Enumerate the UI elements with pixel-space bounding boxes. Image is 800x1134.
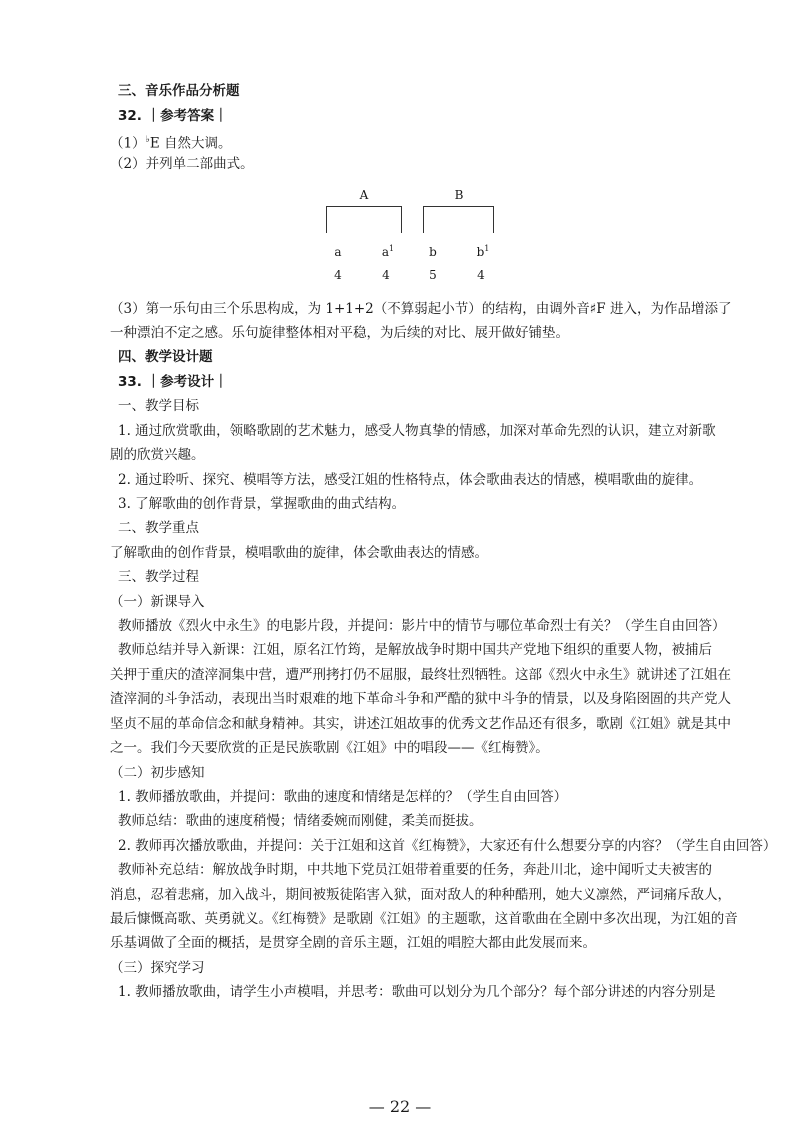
answer-2: （2）并列单二部曲式。	[110, 156, 254, 172]
part-2-line-1: 1. 教师播放歌曲，并提问：歌曲的速度和情绪是怎样的？（学生自由回答）	[118, 789, 568, 805]
key-points-heading: 二、教学重点	[118, 520, 199, 536]
part-2-line-5: 消息，忍着悲痛，加入战斗，期间被叛徒陷害入狱，面对敌人的种种酷刑，她大义凛然，严词痛斥敌人，	[110, 887, 731, 903]
part-a-label: A	[359, 188, 369, 202]
part-2-line-2: 教师总结：歌曲的速度稍慢；情绪委婉而刚健，柔美而挺拔。	[118, 813, 483, 829]
part-1-line-6: 之一。我们今天要欣赏的正是民族歌剧《江姐》中的唱段——《红梅赞》。	[110, 740, 549, 756]
answer-3-line-2: 一种漂泊不定之感。乐句旋律整体相对平稳，为后续的对比、展开做好铺垫。	[110, 325, 569, 341]
part-2-line-6: 最后慷慨高歌、英勇就义。《红梅赞》是歌剧《江姐》的主题歌，这首歌曲在全剧中多次出现，为江姐的音	[110, 911, 738, 927]
answer-1	[110, 131, 232, 153]
section-heading-teaching-design: 四、教学设计题	[118, 349, 213, 365]
question-32-label: 32. ｜参考答案｜	[118, 108, 228, 124]
answer-3-line-1: （3）第一乐句由三个乐思构成，为 1+1+2（不算弱起小节）的结构，由调外音♯F 进入，为作品增添了	[110, 301, 732, 317]
bars-b1: 4	[477, 268, 485, 282]
page-number: — 22 —	[368, 1097, 432, 1116]
part-2-line-3: 2. 教师再次播放歌曲，并提问：关于江姐和这首《红梅赞》，大家还有什么想要分享的内容？（学生自由回答）	[118, 838, 777, 854]
part-3-line-1: 1. 教师播放歌曲，请学生小声模唱，并思考：歌曲可以划分为几个部分？每个部分讲述的内容分别是	[118, 984, 716, 1000]
bars-a1: 4	[382, 268, 390, 282]
objective-1-line-1: 1. 通过欣赏歌曲，领略歌剧的艺术魅力，感受人物真挚的情感，加深对革命先烈的认识，建立对新歌	[118, 423, 716, 439]
objectives-heading: 一、教学目标	[118, 398, 199, 414]
answer-1-prefix: （1）	[110, 135, 146, 152]
key-points-text: 了解歌曲的创作背景，模唱歌曲的旋律，体会歌曲表达的情感。	[110, 545, 488, 561]
question-33-label: 33. ｜参考设计｜	[118, 374, 228, 390]
part-1-line-3: 关押于重庆的渣滓洞集中营，遭严刑拷打仍不屈服，最终壮烈牺牲。这部《烈火中永生》就讲述了江姐在	[110, 667, 731, 683]
section-heading-music-analysis: 三、音乐作品分析题	[118, 83, 240, 99]
process-heading: 三、教学过程	[118, 569, 199, 585]
flat-sign: ♭	[145, 135, 150, 145]
part-1-heading: （一）新课导入	[110, 594, 205, 610]
objective-2: 2. 通过聆听、探究、模唱等方法，感受江姐的性格特点，体会歌曲表达的情感，模唱歌曲的旋律。	[118, 472, 703, 488]
part-1-line-4: 渣滓洞的斗争活动，表现出当时艰难的地下革命斗争和严酷的狱中斗争的情景，以及身陷囹圄的共产党人	[110, 691, 731, 707]
phrase-a1: $a^1$	[381, 244, 395, 259]
bracket-b	[423, 206, 494, 233]
phrase-b1: $b^1$	[476, 244, 490, 259]
part-b-label: B	[454, 188, 464, 202]
part-1-line-1: 教师播放《烈火中永生》的电影片段，并提问：影片中的情节与哪位革命烈士有关？（学生自由回答）	[118, 618, 726, 634]
phrase-a: a	[334, 245, 342, 259]
phrase-b: b	[429, 245, 437, 259]
answer-1-text: E 自然大调。	[149, 135, 232, 152]
form-diagram	[320, 182, 510, 282]
bars-b: 5	[429, 268, 437, 282]
part-2-line-4: 教师补充总结：解放战争时期，中共地下党员江姐带着重要的任务，奔赴川北，途中闻听丈夫被害的	[118, 862, 712, 878]
part-3-heading: （三）探究学习	[110, 960, 205, 976]
bracket-a	[326, 206, 402, 233]
part-1-line-2: 教师总结并导入新课：江姐，原名江竹筠，是解放战争时期中国共产党地下组织的重要人物，被捕后	[118, 642, 712, 658]
objective-1-line-2: 剧的欣赏兴趣。	[110, 447, 205, 463]
bars-a: 4	[334, 268, 342, 282]
objective-3: 3. 了解歌曲的创作背景，掌握歌曲的曲式结构。	[118, 496, 406, 512]
part-1-line-5: 坚贞不屈的革命信念和献身精神。其实，讲述江姐故事的优秀文艺作品还有很多，歌剧《江姐》就是其中	[110, 716, 731, 732]
part-2-heading: （二）初步感知	[110, 765, 205, 781]
part-2-line-7: 乐基调做了全面的概括，是贯穿全剧的音乐主题，江姐的唱腔大都由此发展而来。	[110, 935, 596, 951]
